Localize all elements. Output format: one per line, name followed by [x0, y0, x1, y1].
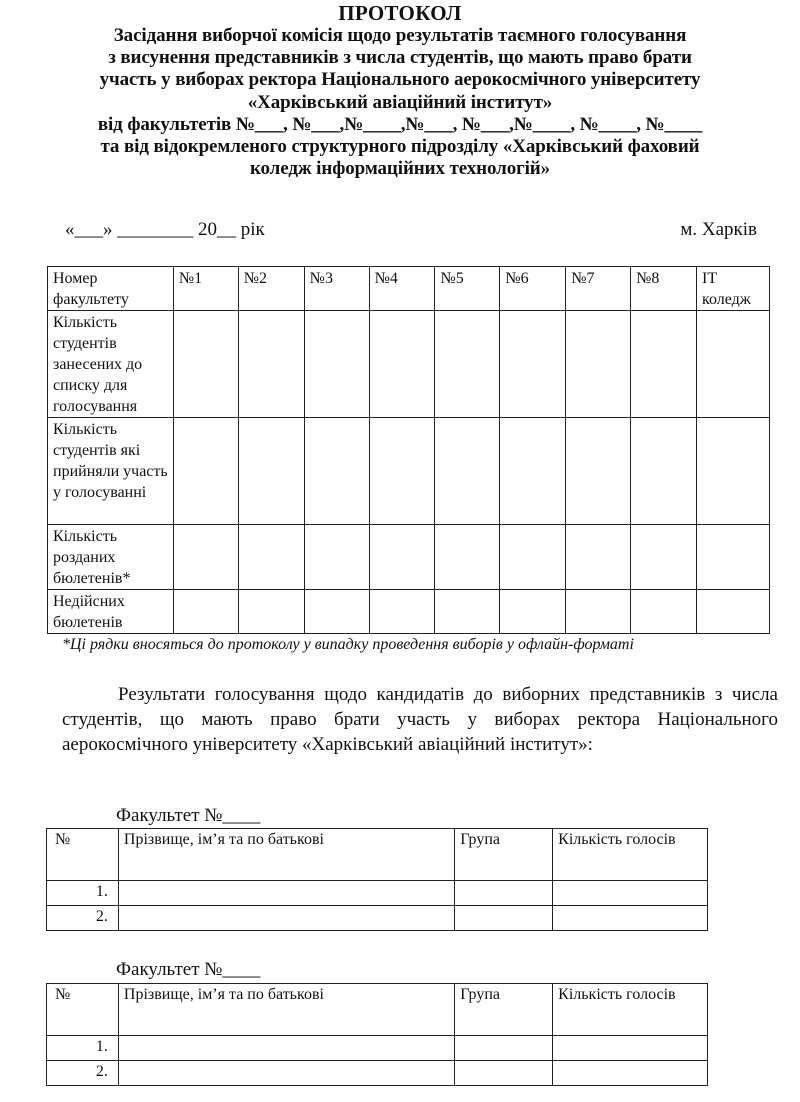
group-cell[interactable]: [455, 1061, 553, 1086]
results-paragraph: Результати голосування щодо кандидатів до виборних представників з числа студентів, що мають право брати участь у виборах ректора Національного аерокосмічного університету «Харківський авіаційний інститут»:: [62, 684, 778, 755]
table-cell[interactable]: [304, 418, 369, 525]
table-cell[interactable]: [369, 590, 435, 634]
row-number: 2.: [47, 1061, 119, 1086]
table-cell[interactable]: [435, 590, 500, 634]
table-cell[interactable]: [304, 525, 369, 590]
faculty-header-row: [47, 829, 708, 881]
table-row: [47, 906, 708, 931]
column-header: Кількість голосів: [553, 829, 708, 881]
table-cell[interactable]: [238, 418, 304, 525]
table-cell[interactable]: [238, 525, 304, 590]
votes-cell[interactable]: [553, 1036, 708, 1061]
column-header: IT коледж: [697, 267, 770, 311]
table-cell[interactable]: [566, 525, 631, 590]
table-row: [48, 311, 770, 418]
table-cell[interactable]: [500, 525, 566, 590]
table-cell[interactable]: [369, 418, 435, 525]
table-cell[interactable]: [500, 311, 566, 418]
votes-cell[interactable]: [553, 1061, 708, 1086]
faculty-label: Факультет №____: [116, 805, 261, 826]
row-label: Кількість студентів які прийняли участь у голосуванні: [48, 418, 174, 525]
table-cell[interactable]: [238, 590, 304, 634]
table-row: [47, 1061, 708, 1086]
faculty-header-row: [47, 984, 708, 1036]
table-row: [48, 590, 770, 634]
table-row: [47, 881, 708, 906]
table-cell[interactable]: [369, 311, 435, 418]
column-header: №2: [238, 267, 304, 311]
header-line: участь у виборах ректора Національного аерокосмічного університету: [99, 69, 701, 91]
footnote: *Ці рядки вносяться до протоколу у випадку проведення виборів у офлайн-форматі: [62, 636, 634, 653]
faculty-results-table: [46, 828, 708, 931]
row-label: Кількість розданих бюлетенів*: [48, 525, 174, 590]
table-cell[interactable]: [173, 525, 238, 590]
table-cell[interactable]: [566, 590, 631, 634]
document-title: ПРОТОКОЛ: [338, 1, 462, 25]
row-number: 1.: [47, 1036, 119, 1061]
column-header: Кількість голосів: [553, 984, 708, 1036]
row-number: 2.: [47, 906, 119, 931]
table-cell[interactable]: [304, 590, 369, 634]
dateline: [65, 219, 757, 241]
group-cell[interactable]: [455, 906, 553, 931]
column-header: Прізвище, ім’я та по батькові: [118, 829, 454, 881]
table-cell[interactable]: [435, 418, 500, 525]
votes-cell[interactable]: [553, 881, 708, 906]
table-cell[interactable]: [631, 525, 697, 590]
row-label: Недійсних бюлетенів: [48, 590, 174, 634]
table-cell[interactable]: [435, 311, 500, 418]
city: м. Харків: [680, 219, 757, 240]
column-header: №3: [304, 267, 369, 311]
column-header: Номер факультету: [48, 267, 174, 311]
table-row: [48, 525, 770, 590]
summary-table: [47, 266, 770, 634]
table-cell[interactable]: [566, 311, 631, 418]
table-cell[interactable]: [173, 311, 238, 418]
table-row: [47, 1036, 708, 1061]
name-cell[interactable]: [118, 906, 454, 931]
column-header: Група: [455, 829, 553, 881]
table-cell[interactable]: [369, 525, 435, 590]
date-field: «___» ________ 20__ рік: [65, 219, 265, 240]
row-label: Кількість студентів занесених до списку для голосування: [48, 311, 174, 418]
column-header: №: [47, 829, 119, 881]
table-cell[interactable]: [173, 590, 238, 634]
name-cell[interactable]: [118, 881, 454, 906]
name-cell[interactable]: [118, 1061, 454, 1086]
table-cell[interactable]: [697, 311, 770, 418]
table-cell[interactable]: [238, 311, 304, 418]
column-header: №1: [173, 267, 238, 311]
table-cell[interactable]: [631, 311, 697, 418]
table-cell[interactable]: [566, 418, 631, 525]
summary-header-row: [48, 267, 770, 311]
table-cell[interactable]: [500, 590, 566, 634]
header-line: від факультетів №___, №___,№____,№___, №___,№____, №____, №____: [97, 113, 703, 135]
column-header: №4: [369, 267, 435, 311]
table-cell[interactable]: [631, 418, 697, 525]
table-cell[interactable]: [173, 418, 238, 525]
name-cell[interactable]: [118, 1036, 454, 1061]
faculty-label: Факультет №____: [116, 959, 261, 980]
faculty-results-table: [46, 983, 708, 1086]
header-line: з висунення представників з числа студентів, що мають право брати: [108, 47, 692, 69]
votes-cell[interactable]: [553, 906, 708, 931]
column-header: №6: [500, 267, 566, 311]
table-cell[interactable]: [304, 311, 369, 418]
table-cell[interactable]: [435, 525, 500, 590]
table-row: [48, 418, 770, 525]
column-header: №5: [435, 267, 500, 311]
column-header: №: [47, 984, 119, 1036]
table-cell[interactable]: [631, 590, 697, 634]
table-cell[interactable]: [697, 525, 770, 590]
header-line: та від відокремленого структурного підрозділу «Харківський фаховий: [100, 136, 700, 158]
group-cell[interactable]: [455, 881, 553, 906]
header-line: коледж інформаційних технологій»: [249, 158, 551, 180]
header-line: Засідання виборчої комісія щодо результатів таємного голосування: [113, 25, 687, 46]
row-number: 1.: [47, 881, 119, 906]
protocol-header: [0, 0, 800, 180]
column-header: №8: [631, 267, 697, 311]
column-header: №7: [566, 267, 631, 311]
column-header: Прізвище, ім’я та по батькові: [118, 984, 454, 1036]
column-header: Група: [455, 984, 553, 1036]
table-cell[interactable]: [500, 418, 566, 525]
group-cell[interactable]: [455, 1036, 553, 1061]
table-cell[interactable]: [697, 590, 770, 634]
header-line: «Харківський авіаційний інститут»: [247, 91, 553, 113]
table-cell[interactable]: [697, 418, 770, 525]
